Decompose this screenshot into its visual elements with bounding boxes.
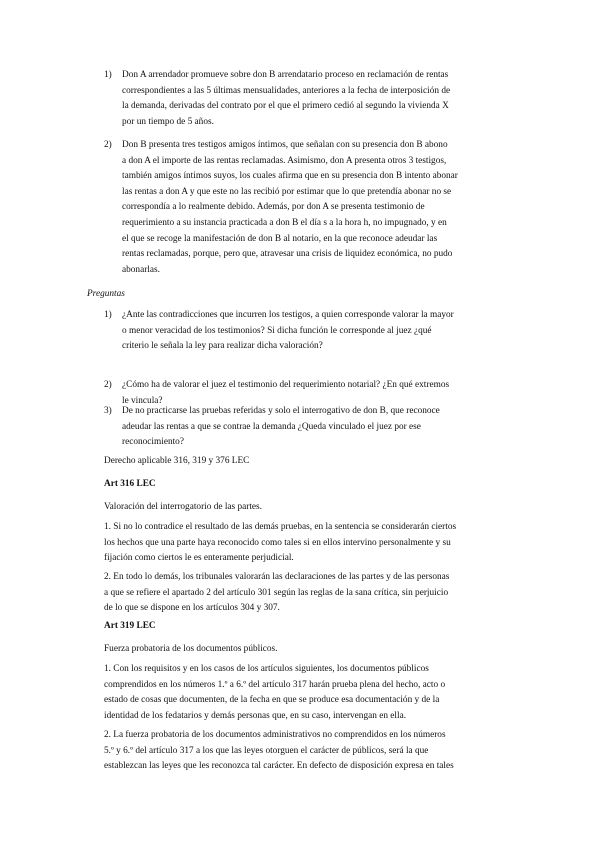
text-line: de lo que se dispone en los artículos 304 y 307. xyxy=(104,603,280,614)
text-line: rentas reclamadas, porque, pero que, atravesar una crisis de liquidez económica, no pudo xyxy=(122,249,453,260)
item-text xyxy=(122,68,514,130)
art319-heading: Art 319 LEC xyxy=(104,621,156,631)
applicable-law: Derecho aplicable 316, 319 y 376 LEC xyxy=(104,456,250,466)
text-line: Don B presenta tres testigos amigos íntimos, que señalan con su presencia don B abono xyxy=(122,140,448,150)
text-line: reconocimiento? xyxy=(122,437,184,448)
item-number: 2) xyxy=(104,380,112,390)
text-line: estado de cosas que documenten, de la fecha en que se produce esa documentación y de la xyxy=(104,695,440,706)
question-item-1 xyxy=(104,308,514,355)
item-text xyxy=(122,404,514,451)
art319-paragraph-2 xyxy=(104,728,514,775)
item-text xyxy=(122,308,514,355)
text-line: los hechos que una parte haya reconocido como tales si en ellos intervino personalmente y su xyxy=(104,537,451,548)
item-text xyxy=(122,138,514,278)
preguntas-heading: Preguntas xyxy=(87,289,125,299)
item-number: 2) xyxy=(104,140,112,150)
text-line: fijación como ciertos le es enteramente perjudicial. xyxy=(104,553,294,564)
text-line: a don A el importe de las rentas reclamadas. Asimismo, don A presenta otros 3 testigos, xyxy=(122,155,447,166)
text-line: la demanda, derivadas del contrato por el que el primero cedió al segundo la vivienda X xyxy=(122,101,449,112)
text-line: criterio le señala la ley para realizar dicha valoración? xyxy=(122,341,323,352)
text-line: las rentas a don A y que este no las recibió por estimar que lo que pretendía abonar no se xyxy=(122,186,452,197)
text-line: también amigos íntimos suyos, los cuales afirma que en su presencia don B intento abonar xyxy=(122,171,458,182)
art316-paragraph-2 xyxy=(104,570,514,617)
art319-subtitle: Fuerza probatoria de los documentos públicos. xyxy=(104,644,278,654)
text-line: correspondía a lo realmente debido. Además, por don A se presenta testimonio de xyxy=(122,202,425,213)
text-line: abonarlas. xyxy=(122,264,160,275)
text-line: Don A arrendador promueve sobre don B arrendatario proceso en reclamación de rentas xyxy=(122,70,449,80)
text-line: correspondientes a las 5 últimas mensualidades, anteriores a la fecha de interposición de xyxy=(122,85,451,96)
text-line: ¿Cómo ha de valorar el juez el testimonio del requerimiento notarial? ¿En qué extremos xyxy=(122,380,450,390)
art316-heading: Art 316 LEC xyxy=(104,479,156,489)
text-line: o menor veracidad de los testimonios? Si dicha función le corresponde al juez ¿qué xyxy=(122,325,432,336)
question-item-3 xyxy=(104,404,514,451)
text-line: establezcan las leyes que les reconozca tal carácter. En defecto de disposición expresa en tales xyxy=(104,761,454,772)
text-line: 1. Si no lo contradice el resultado de las demás pruebas, en la sentencia se considerarán ciertos xyxy=(104,522,457,532)
text-line: 5.º y 6.º del artículo 317 a los que las leyes otorguen el carácter de públicos, será la que xyxy=(104,745,429,756)
text-line: identidad de los fedatarios y demás personas que, en su caso, intervengan en ella. xyxy=(104,710,407,721)
art319-paragraph-1 xyxy=(104,662,514,724)
case-item-2 xyxy=(104,138,514,278)
text-line: comprendidos en los números 1.º a 6.º del artículo 317 harán prueba plena del hecho, acto o xyxy=(104,679,446,690)
case-item-1 xyxy=(104,68,514,130)
item-number: 1) xyxy=(104,310,112,320)
text-line: el que se recoge la manifestación de don B al notario, en la que reconoce adeudar las xyxy=(122,233,438,244)
art316-subtitle: Valoración del interrogatorio de las partes. xyxy=(104,502,262,512)
text-line: 1. Con los requisitos y en los casos de los artículos siguientes, los documentos públicos xyxy=(104,664,429,674)
text-line: De no practicarse las pruebas referidas y solo el interrogativo de don B, que reconoce xyxy=(122,406,440,416)
item-number: 1) xyxy=(104,70,112,80)
text-line: 2. La fuerza probatoria de los documentos administrativos no comprendidos en los números xyxy=(104,730,446,740)
text-line: ¿Ante las contradicciones que incurren los testigos, a quien corresponde valorar la mayor xyxy=(122,310,454,320)
text-line: a que se refiere el apartado 2 del artículo 301 según las reglas de la sana crítica, sin perjuicio xyxy=(104,587,449,598)
text-line: le vincula? xyxy=(122,395,163,406)
text-line: adeudar las rentas a que se contrae la demanda ¿Queda vinculado el juez por ese xyxy=(122,421,421,432)
text-line: requerimiento a su instancia practicada a don B el día s a la hora h, no impugnado, y en xyxy=(122,217,447,228)
art316-paragraph-1 xyxy=(104,520,514,567)
text-line: 2. En todo lo demás, los tribunales valorarán las declaraciones de las partes y de las personas xyxy=(104,572,450,582)
text-line: por un tiempo de 5 años. xyxy=(122,116,214,127)
item-number: 3) xyxy=(104,406,112,416)
